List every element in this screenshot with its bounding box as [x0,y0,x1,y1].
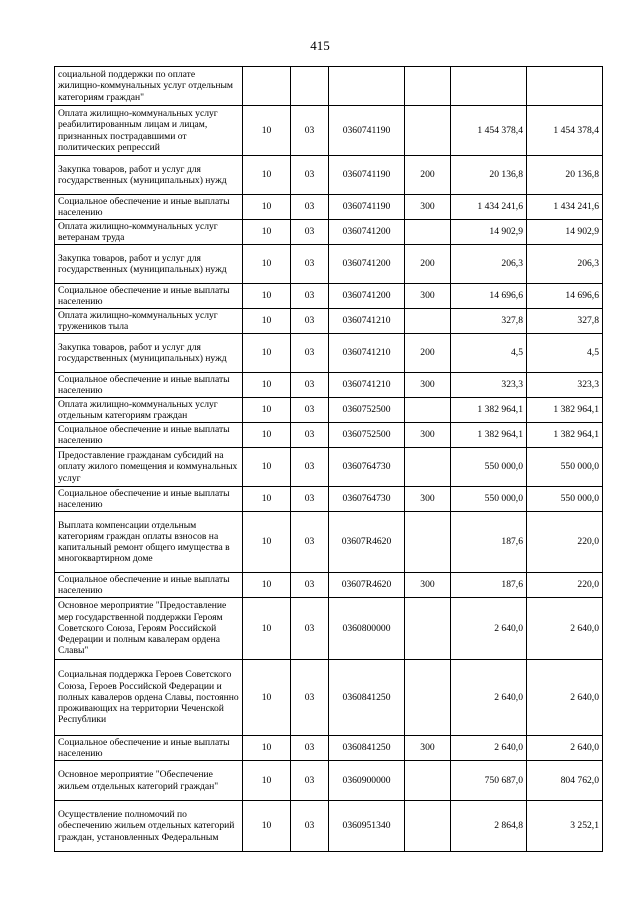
table-row [55,448,603,487]
table-row [55,801,603,852]
section-code: 10 [243,512,291,573]
expense-type-code [405,106,451,156]
amount-year-2: 804 762,0 [527,761,603,801]
item-name: Социальное обеспечение и иные выплаты населению [55,573,243,598]
expense-type-code [405,512,451,573]
amount-year-2: 2 640,0 [527,736,603,761]
table-row [55,487,603,512]
item-name: Осуществление полномочий по обеспечению жильем отдельных категорий граждан, установленных Федеральным [55,801,243,852]
amount-year-2: 1 382 964,1 [527,398,603,423]
table-row [55,284,603,309]
item-name: Социальная поддержка Героев Советского Союза, Героев Российской Федерации и полных кавалеров ордена Славы, постоянно проживающих на территории Чеченской Республики [55,660,243,736]
amount-year-2: 3 252,1 [527,801,603,852]
expense-type-code: 300 [405,284,451,309]
budget-table [54,66,603,852]
target-article-code: 0360741200 [329,220,405,245]
amount-year-1: 4,5 [451,334,527,373]
target-article-code: 0360900000 [329,761,405,801]
expense-type-code: 300 [405,423,451,448]
amount-year-1: 327,8 [451,309,527,334]
amount-year-1: 1 454 378,4 [451,106,527,156]
amount-year-1: 2 640,0 [451,598,527,660]
target-article-code: 03607R4620 [329,573,405,598]
target-article-code: 0360741210 [329,334,405,373]
subsection-code: 03 [291,334,329,373]
amount-year-1: 2 640,0 [451,660,527,736]
section-code: 10 [243,598,291,660]
amount-year-2: 327,8 [527,309,603,334]
item-name: Социальное обеспечение и иные выплаты населению [55,487,243,512]
section-code: 10 [243,448,291,487]
item-name: социальной поддержки по оплате жилищно-коммунальных услуг отдельным категориям граждан" [55,67,243,106]
subsection-code: 03 [291,284,329,309]
expense-type-code [405,598,451,660]
section-code: 10 [243,573,291,598]
expense-type-code: 300 [405,573,451,598]
subsection-code: 03 [291,106,329,156]
subsection-code: 03 [291,487,329,512]
subsection-code: 03 [291,309,329,334]
item-name: Предоставление гражданам субсидий на оплату жилого помещения и коммунальных услуг [55,448,243,487]
section-code: 10 [243,106,291,156]
expense-type-code [405,660,451,736]
section-code: 10 [243,736,291,761]
amount-year-2: 2 640,0 [527,598,603,660]
subsection-code: 03 [291,220,329,245]
expense-type-code: 300 [405,487,451,512]
table-row [55,512,603,573]
table-row [55,373,603,398]
target-article-code: 03607R4620 [329,512,405,573]
item-name: Социальное обеспечение и иные выплаты населению [55,373,243,398]
section-code: 10 [243,660,291,736]
item-name: Оплата жилищно-коммунальных услуг реабилитированным лицам и лицам, признанных пострадавшими от политических репрессий [55,106,243,156]
expense-type-code [405,220,451,245]
section-code: 10 [243,761,291,801]
section-code [243,67,291,106]
table-row [55,660,603,736]
target-article-code: 0360764730 [329,448,405,487]
expense-type-code: 200 [405,245,451,284]
amount-year-1: 1 434 241,6 [451,195,527,220]
amount-year-1: 187,6 [451,512,527,573]
subsection-code: 03 [291,573,329,598]
target-article-code: 0360841250 [329,660,405,736]
table-row [55,423,603,448]
amount-year-2: 1 434 241,6 [527,195,603,220]
subsection-code: 03 [291,448,329,487]
amount-year-2: 220,0 [527,573,603,598]
target-article-code: 0360741190 [329,156,405,195]
subsection-code: 03 [291,512,329,573]
subsection-code: 03 [291,373,329,398]
target-article-code: 0360841250 [329,736,405,761]
section-code: 10 [243,156,291,195]
amount-year-2: 323,3 [527,373,603,398]
amount-year-2: 14 696,6 [527,284,603,309]
page-number: 415 [310,38,330,53]
expense-type-code: 300 [405,373,451,398]
target-article-code: 0360752500 [329,423,405,448]
section-code: 10 [243,245,291,284]
amount-year-1: 187,6 [451,573,527,598]
item-name: Закупка товаров, работ и услуг для государственных (муниципальных) нужд [55,156,243,195]
item-name: Закупка товаров, работ и услуг для государственных (муниципальных) нужд [55,334,243,373]
table-row [55,67,603,106]
target-article-code: 0360741190 [329,195,405,220]
item-name: Закупка товаров, работ и услуг для государственных (муниципальных) нужд [55,245,243,284]
amount-year-1: 14 696,6 [451,284,527,309]
amount-year-1: 2 864,8 [451,801,527,852]
amount-year-2 [527,67,603,106]
amount-year-1: 1 382 964,1 [451,423,527,448]
table-row [55,195,603,220]
item-name: Выплата компенсации отдельным категориям граждан оплаты взносов на капитальный ремонт общего имущества в многоквартирном доме [55,512,243,573]
item-name: Оплата жилищно-коммунальных услуг ветеранам труда [55,220,243,245]
subsection-code: 03 [291,598,329,660]
expense-type-code [405,448,451,487]
item-name: Социальное обеспечение и иные выплаты населению [55,423,243,448]
amount-year-2: 20 136,8 [527,156,603,195]
table-row [55,573,603,598]
table-row [55,598,603,660]
item-name: Основное мероприятие "Предоставление мер государственной поддержки Героям Советского Союза, Героям Российской Федерации и полным кавалерам ордена Славы" [55,598,243,660]
subsection-code [291,67,329,106]
subsection-code: 03 [291,736,329,761]
item-name: Социальное обеспечение и иные выплаты населению [55,195,243,220]
amount-year-2: 2 640,0 [527,660,603,736]
expense-type-code [405,801,451,852]
amount-year-1: 14 902,9 [451,220,527,245]
target-article-code: 0360741190 [329,106,405,156]
amount-year-1: 550 000,0 [451,448,527,487]
table-row [55,156,603,195]
expense-type-code: 200 [405,156,451,195]
subsection-code: 03 [291,398,329,423]
table-row [55,220,603,245]
expense-type-code [405,761,451,801]
subsection-code: 03 [291,156,329,195]
section-code: 10 [243,423,291,448]
amount-year-2: 1 382 964,1 [527,423,603,448]
amount-year-2: 220,0 [527,512,603,573]
subsection-code: 03 [291,660,329,736]
amount-year-2: 206,3 [527,245,603,284]
target-article-code: 0360764730 [329,487,405,512]
expense-type-code: 300 [405,736,451,761]
target-article-code: 0360741210 [329,309,405,334]
amount-year-1 [451,67,527,106]
amount-year-2: 550 000,0 [527,448,603,487]
section-code: 10 [243,801,291,852]
amount-year-1: 750 687,0 [451,761,527,801]
amount-year-2: 4,5 [527,334,603,373]
table-row [55,398,603,423]
target-article-code [329,67,405,106]
table-row [55,106,603,156]
table-row [55,334,603,373]
target-article-code: 0360741200 [329,284,405,309]
target-article-code: 0360741200 [329,245,405,284]
section-code: 10 [243,284,291,309]
amount-year-2: 550 000,0 [527,487,603,512]
expense-type-code [405,398,451,423]
table-row [55,761,603,801]
subsection-code: 03 [291,801,329,852]
subsection-code: 03 [291,761,329,801]
target-article-code: 0360741210 [329,373,405,398]
table-body [55,67,603,852]
amount-year-2: 14 902,9 [527,220,603,245]
expense-type-code: 200 [405,334,451,373]
section-code: 10 [243,309,291,334]
item-name: Социальное обеспечение и иные выплаты населению [55,736,243,761]
amount-year-1: 20 136,8 [451,156,527,195]
item-name: Оплата жилищно-коммунальных услуг тружеников тыла [55,309,243,334]
expense-type-code [405,309,451,334]
table-row [55,245,603,284]
item-name: Основное мероприятие "Обеспечение жильем отдельных категорий граждан" [55,761,243,801]
amount-year-1: 550 000,0 [451,487,527,512]
amount-year-1: 206,3 [451,245,527,284]
item-name: Социальное обеспечение и иные выплаты населению [55,284,243,309]
section-code: 10 [243,220,291,245]
item-name: Оплата жилищно-коммунальных услуг отдельным категориям граждан [55,398,243,423]
expense-type-code: 300 [405,195,451,220]
subsection-code: 03 [291,423,329,448]
target-article-code: 0360752500 [329,398,405,423]
section-code: 10 [243,334,291,373]
target-article-code: 0360951340 [329,801,405,852]
section-code: 10 [243,487,291,512]
section-code: 10 [243,195,291,220]
table-row [55,309,603,334]
amount-year-1: 323,3 [451,373,527,398]
section-code: 10 [243,398,291,423]
subsection-code: 03 [291,195,329,220]
amount-year-2: 1 454 378,4 [527,106,603,156]
section-code: 10 [243,373,291,398]
expense-type-code [405,67,451,106]
subsection-code: 03 [291,245,329,284]
amount-year-1: 2 640,0 [451,736,527,761]
amount-year-1: 1 382 964,1 [451,398,527,423]
table-row [55,736,603,761]
target-article-code: 0360800000 [329,598,405,660]
